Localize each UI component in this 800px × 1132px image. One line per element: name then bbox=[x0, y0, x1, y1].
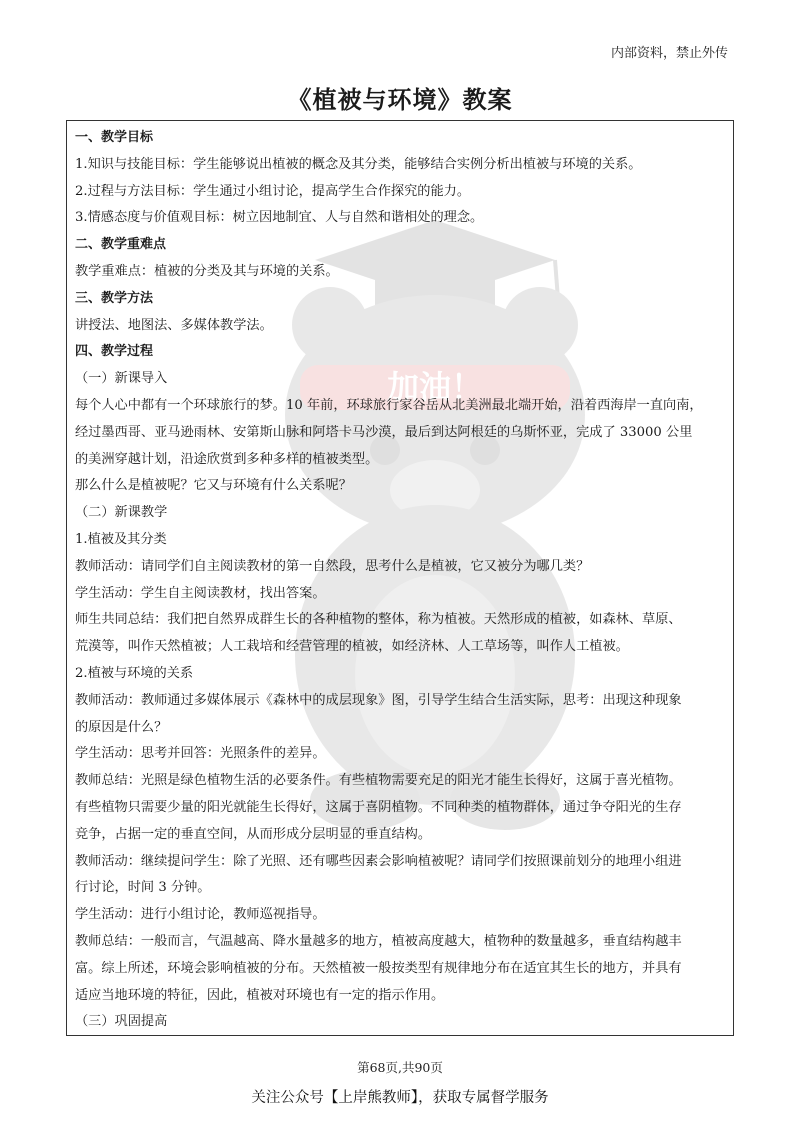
text-line: 学生活动：学生自主阅读教材，找出答案。 bbox=[75, 585, 326, 601]
text-line: （二）新课教学 bbox=[75, 505, 168, 521]
lesson-plan-box bbox=[66, 120, 734, 1036]
text-line: 教学重难点：植被的分类及其与环境的关系。 bbox=[75, 263, 339, 279]
section-heading: 三、教学方法 bbox=[75, 290, 154, 306]
text-line: 3.情感态度与价值观目标：树立因地制宜、人与自然和谐相处的理念。 bbox=[75, 210, 484, 226]
text-line: 教师活动：教师通过多媒体展示《森林中的成层现象》图，引导学生结合生活实际，思考：出现这种现象 bbox=[75, 692, 682, 708]
text-line: 2.植被与环境的关系 bbox=[75, 665, 194, 681]
text-line: 的美洲穿越计划，沿途欣赏到多种多样的植被类型。 bbox=[75, 451, 379, 467]
text-line: （一）新课导入 bbox=[75, 371, 168, 387]
section-heading: 四、教学过程 bbox=[75, 344, 154, 360]
text-line: 师生共同总结：我们把自然界成群生长的各种植物的整体，称为植被。天然形成的植被，如森林、草原、 bbox=[75, 612, 682, 628]
section-heading: 二、教学重难点 bbox=[75, 237, 167, 253]
text-line: 适应当地环境的特征，因此，植被对环境也有一定的指示作用。 bbox=[75, 987, 445, 1003]
page-number: 第68页,共90页 bbox=[357, 1060, 443, 1075]
section-heading: 一、教学目标 bbox=[75, 130, 154, 145]
headband-text: 加油！ bbox=[386, 368, 484, 406]
text-line: 教师活动：请同学们自主阅读教材的第一自然段，思考什么是植被，它又被分为哪几类？ bbox=[75, 558, 590, 574]
text-line: 有些植物只需要少量的阳光就能生长得好，这属于喜阴植物。不同种类的植物群体，通过争夺阳光的生存 bbox=[75, 799, 682, 815]
text-line: （三）巩固提高 bbox=[75, 1014, 168, 1030]
text-line: 经过墨西哥、亚马逊雨林、安第斯山脉和阿塔卡马沙漠，最后到达阿根廷的乌斯怀亚，完成了 33000 公里 bbox=[75, 424, 693, 440]
text-line: 讲授法、地图法、多媒体教学法。 bbox=[75, 317, 273, 333]
text-line: 竞争，占据一定的垂直空间，从而形成分层明显的垂直结构。 bbox=[75, 826, 432, 842]
text-line: 学生活动：进行小组讨论，教师巡视指导。 bbox=[75, 907, 326, 923]
text-line: 行讨论，时间 3 分钟。 bbox=[75, 880, 211, 896]
text-line: 教师活动：继续提问学生：除了光照、还有哪些因素会影响植被呢？请同学们按照课前划分的地理小组进 bbox=[75, 853, 682, 869]
text-line: 1.知识与技能目标：学生能够说出植被的概念及其分类，能够结合实例分析出植被与环境的关系。 bbox=[75, 156, 642, 172]
document-title: 《植被与环境》教案 bbox=[287, 86, 513, 114]
text-line: 2.过程与方法目标：学生通过小组讨论，提高学生合作探究的能力。 bbox=[75, 183, 471, 199]
text-line: 荒漠等，叫作天然植被；人工栽培和经营管理的植被，如经济林、人工草场等，叫作人工植被。 bbox=[75, 639, 629, 655]
text-line: 那么什么是植被呢？它又与环境有什么关系呢？ bbox=[75, 478, 352, 494]
text-line: 学生活动：思考并回答：光照条件的差异。 bbox=[75, 746, 326, 762]
footer-promo: 关注公众号【上岸熊教师】，获取专属督学服务 bbox=[251, 1090, 549, 1106]
header-note: 内部资料，禁止外传 bbox=[610, 46, 728, 61]
text-line: 的原因是什么？ bbox=[75, 719, 168, 735]
text-line: 富。综上所述，环境会影响植被的分布。天然植被一般按类型有规律地分布在适宜其生长的地方，并具有 bbox=[75, 960, 682, 976]
text-line: 教师总结：一般而言，气温越高、降水量越多的地方，植被高度越大，植物种的数量越多，垂直结构越丰 bbox=[75, 933, 682, 949]
text-line: 每个人心中都有一个环球旅行的梦。10 年前，环球旅行家谷岳从北美洲最北端开始，沿着西海岸一直向南， bbox=[75, 397, 703, 413]
text-line: 1.植被及其分类 bbox=[75, 531, 167, 547]
text-line: 教师总结：光照是绿色植物生活的必要条件。有些植物需要充足的阳光才能生长得好，这属于喜光植物。 bbox=[75, 773, 682, 789]
